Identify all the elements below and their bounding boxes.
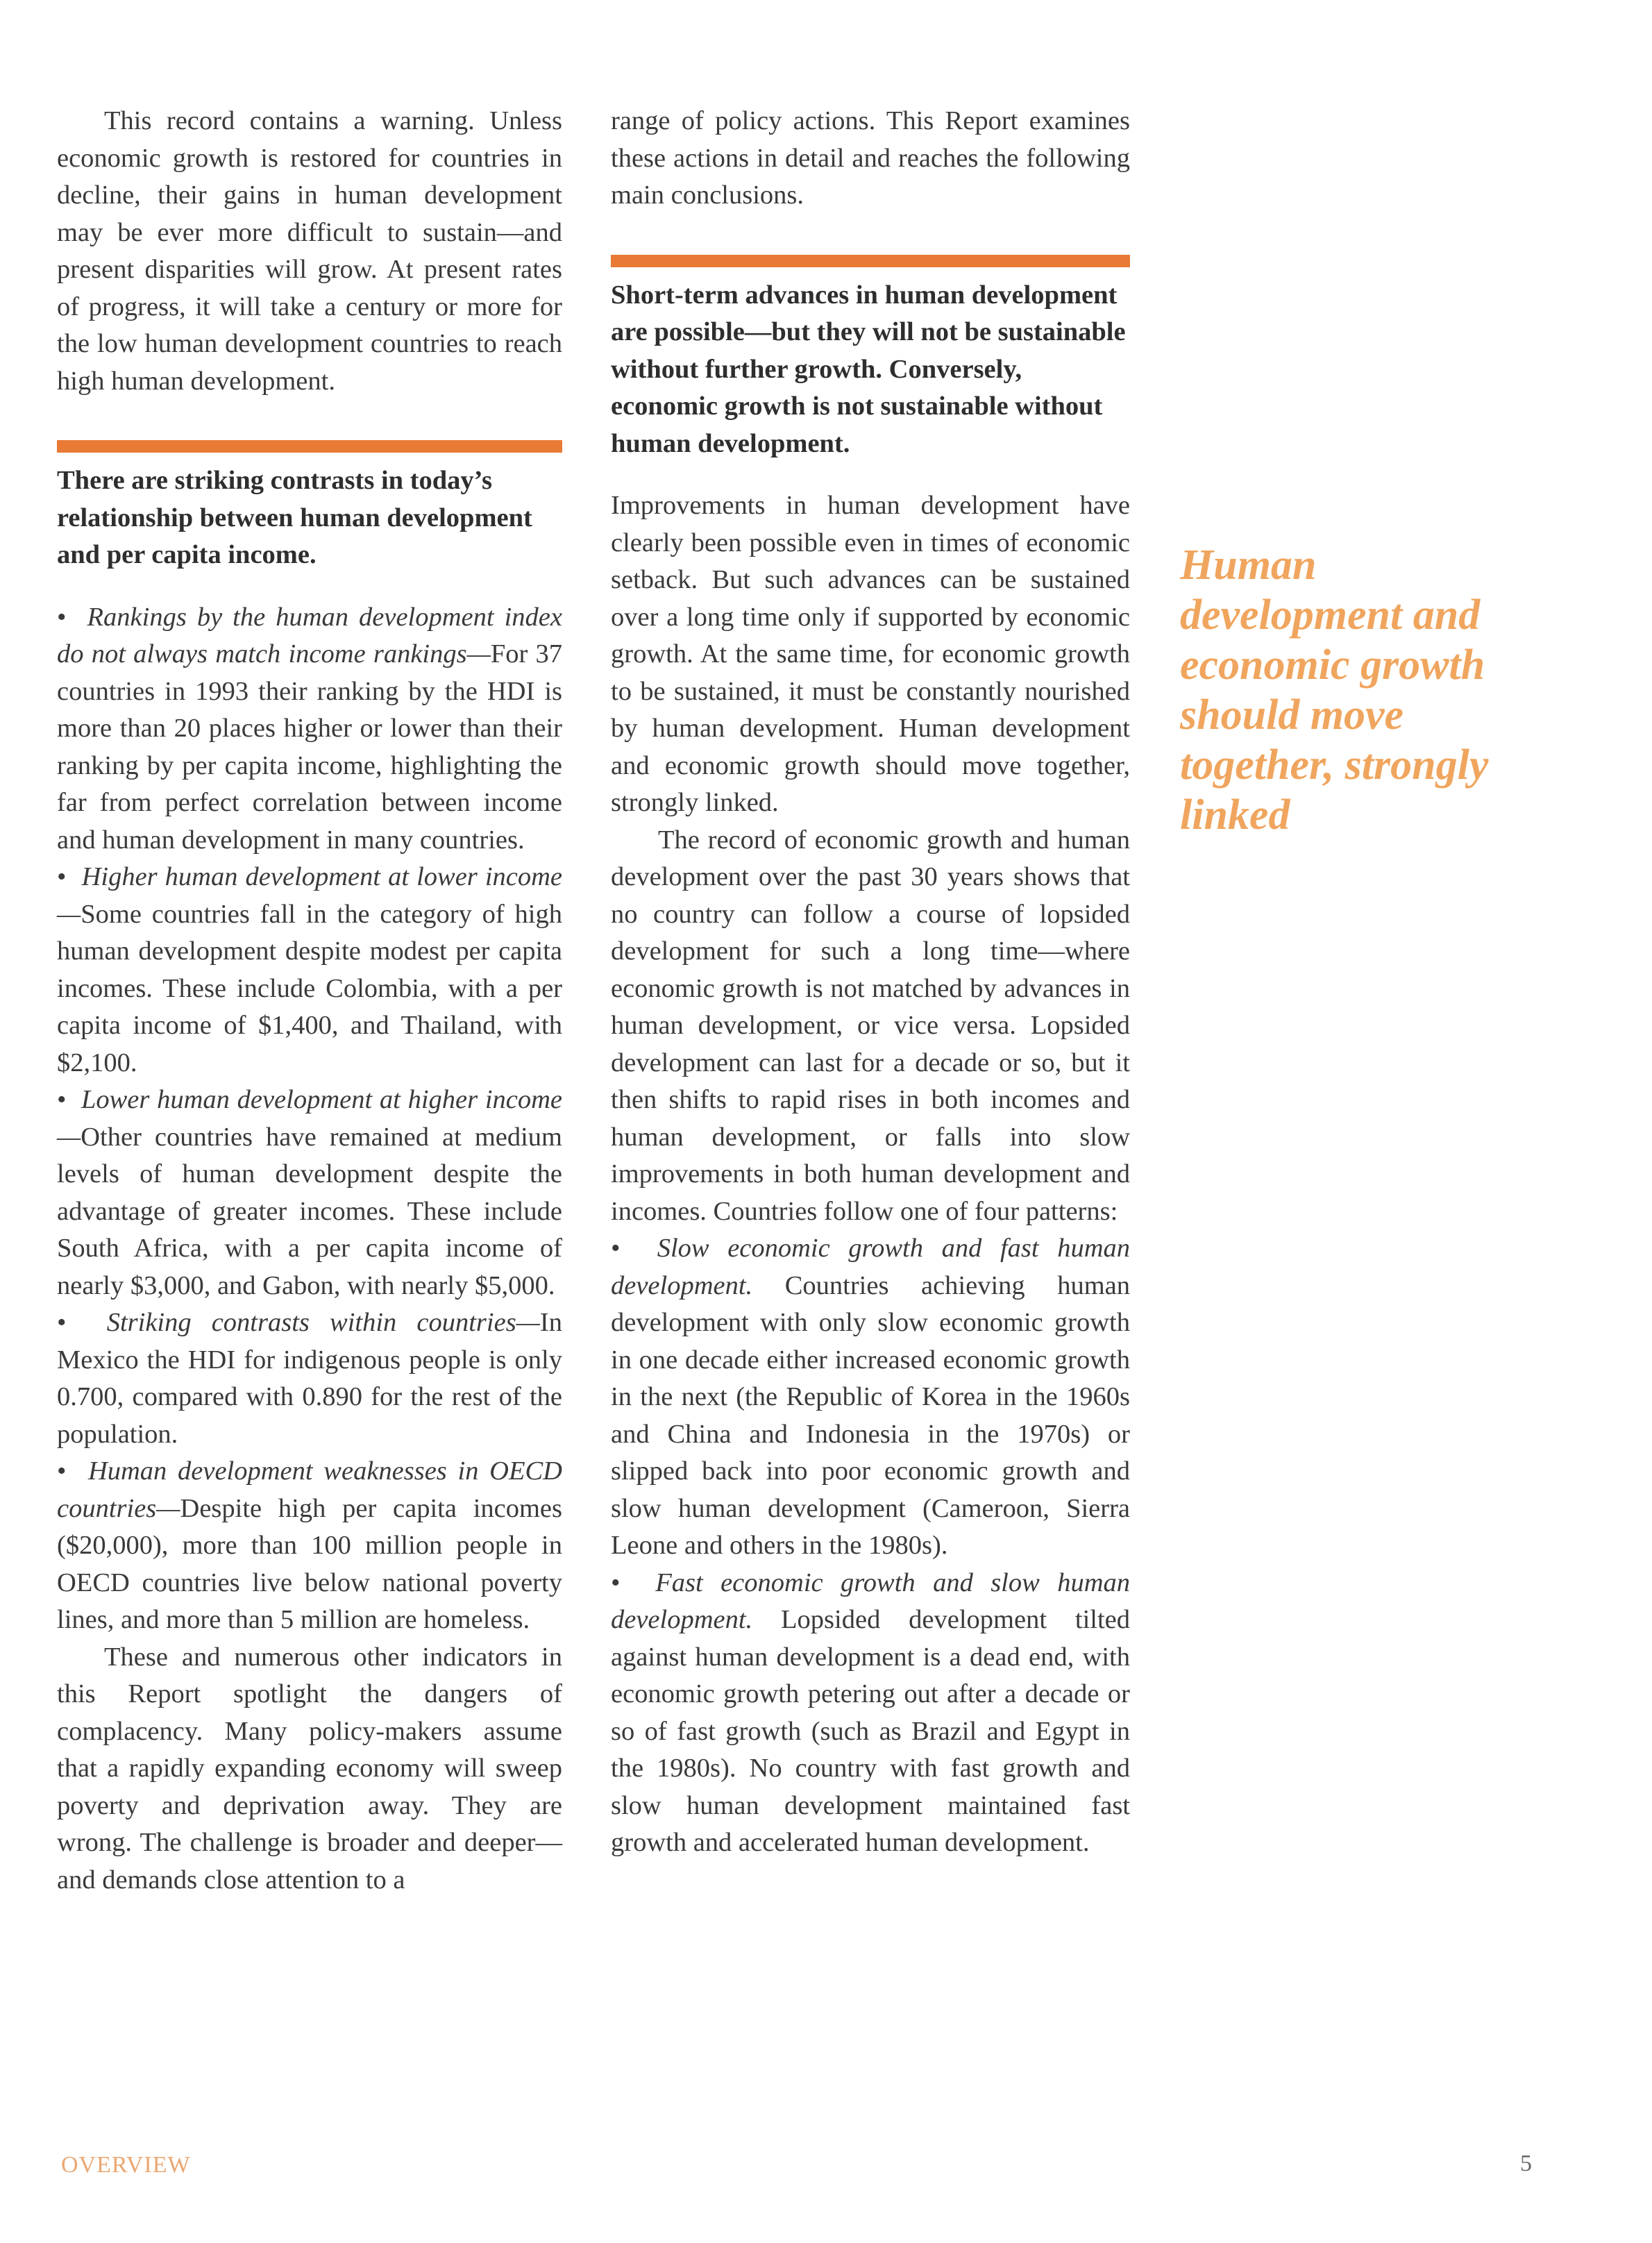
left-closing-paragraph: These and numerous other indicators in this Report spotlight the dangers of complacency. Many policy-makers assume that a rapidly expanding economy will sweep poverty and deprivation away. They are wrong. The challenge is broader and deeper—and demands close attention to a <box>57 1642 562 1895</box>
bullet-text: For 37 countries in 1993 their ranking by the HDI is more than 20 places higher or lower than their ranking by per capita income, highlighting the far from perfect correlation between income and human development in many countries. <box>57 639 562 855</box>
middle-column <box>611 103 1130 1862</box>
bullet-lead: Striking contrasts within countries— <box>106 1308 540 1337</box>
bullet-lead: Rankings by the human development index do not always match income rankings— <box>57 602 562 669</box>
bullet-text: Countries achieving human development with only slow economic growth in one decade either increased economic growth in the next (the Republic of Korea in the 1960s and China and Indonesia in the 1970s) or slipped back into poor economic growth and slow human development (Cameroon, Sierra Leone and others in the 1980s). <box>611 1270 1130 1560</box>
bullet-text: Some countries fall in the category of high human development despite modest per capita incomes. These include Colombia, with a per capita income of $1,400, and Thailand, with $2,100. <box>57 899 562 1077</box>
footer-section-label: OVERVIEW <box>61 2152 191 2178</box>
bullet-item: • Higher human development at lower income—Some countries fall in the category of high human development despite modest per capita incomes. These include Colombia, with a per capita income of $1,400, and Thailand, with $2,100. <box>57 862 562 1077</box>
section-heading-contrasts: There are striking contrasts in today’s relationship between human development and per capita income. <box>57 466 532 569</box>
bullet-item: • Striking contrasts within countries—In Mexico the HDI for indigenous people is only 0.700, compared with 0.890 for the rest of the population. <box>57 1308 562 1449</box>
bullet-item: • Lower human development at higher income—Other countries have remained at medium levels of human development despite the advantage of greater incomes. These include South Africa, with a per capita income of nearly $3,000, and Gabon, with nearly $5,000. <box>57 1085 563 1300</box>
pull-quote: Human development and economic growth should move together, strongly linked <box>1180 541 1489 839</box>
bullet-lead: Human development weaknesses in OECD countries— <box>57 1456 562 1523</box>
middle-paragraph-2: The record of economic growth and human development over the past 30 years shows that no country can follow a course of lopsided development for such a long time—where economic growth is not matched by advances in human development, or vice versa. Lopsided development can last for a decade or so, but it then shifts to rapid rises in both incomes and human development, or falls into slow improvements in both human development and incomes. Countries follow one of four patterns: <box>611 825 1130 1226</box>
patterns-bullet-list <box>611 1230 1130 1862</box>
bullet-text: Other countries have remained at medium levels of human development despite the advantage of greater incomes. These include South Africa, with a per capita income of nearly $3,000, and Gabon, with nearly $5,000. <box>57 1122 562 1300</box>
page-number: 5 <box>1520 2151 1532 2176</box>
left-intro-paragraph: This record contains a warning. Unless economic growth is restored for countries in decline, their gains in human development may be ever more difficult to sustain—and present disparities will grow. At present rates of progress, it will take a century or more for the low human development countries to reach high human development. <box>57 106 562 396</box>
bullet-text: In Mexico the HDI for indigenous people is only 0.700, compared with 0.890 for the rest of the population. <box>57 1308 562 1449</box>
middle-intro-paragraph: range of policy actions. This Report examines these actions in detail and reaches the following main conclusions. <box>611 106 1130 210</box>
bullet-item: • Slow economic growth and fast human development. Countries achieving human development with only slow economic growth in one decade either increased economic growth in the next (the Republic of Korea in the 1960s and China and Indonesia in the 1970s) or slipped back into poor economic growth and slow human development (Cameroon, Sierra Leone and others in the 1980s). <box>611 1234 1130 1560</box>
section-divider-rule <box>57 440 562 453</box>
bullet-lead: Lower human development at higher income— <box>57 1085 563 1152</box>
bullet-text: Lopsided development tilted against human development is a dead end, with economic growth petering out after a decade or so of fast growth (such as Brazil and Egypt in the 1980s). No country with fast growth and slow human development maintained fast growth and accelerated human development. <box>611 1605 1130 1857</box>
section-heading-sustainability: Short-term advances in human development are possible—but they will not be sustainable without further growth. Conversely, economic growth is not sustainable without human development. <box>611 280 1126 458</box>
contrasts-bullet-list <box>57 599 562 1639</box>
bullet-lead: Higher human development at lower income— <box>57 862 562 929</box>
bullet-item: • Rankings by the human development index do not always match income rankings—For 37 countries in 1993 their ranking by the HDI is more than 20 places higher or lower than their ranking by per capita income, highlighting the far from perfect correlation between income and human development in many countries. <box>57 602 562 855</box>
bullet-lead: Fast economic growth and slow human development. <box>611 1568 1130 1634</box>
left-column <box>57 103 562 1899</box>
bullet-item: • Fast economic growth and slow human development. Lopsided development tilted against human development is a dead end, with economic growth petering out after a decade or so of fast growth (such as Brazil and Egypt in the 1980s). No country with fast growth and slow human development maintained fast growth and accelerated human development. <box>611 1568 1130 1857</box>
bullet-item: • Human development weaknesses in OECD countries—Despite high per capita incomes ($20,000), more than 100 million people in OECD countries live below national poverty lines, and more than 5 million are homeless. <box>57 1456 562 1634</box>
bullet-text: Despite high per capita incomes ($20,000), more than 100 million people in OECD countries live below national poverty lines, and more than 5 million are homeless. <box>57 1493 562 1634</box>
middle-paragraph-1: Improvements in human development have clearly been possible even in times of economic setback. But such advances can be sustained over a long time only if supported by economic growth. At the same time, for economic growth to be sustained, it must be constantly nourished by human development. Human development and economic growth should move together, strongly linked. <box>611 491 1130 817</box>
section-divider-rule <box>611 255 1130 267</box>
bullet-lead: Slow economic growth and fast human development. <box>611 1234 1130 1300</box>
